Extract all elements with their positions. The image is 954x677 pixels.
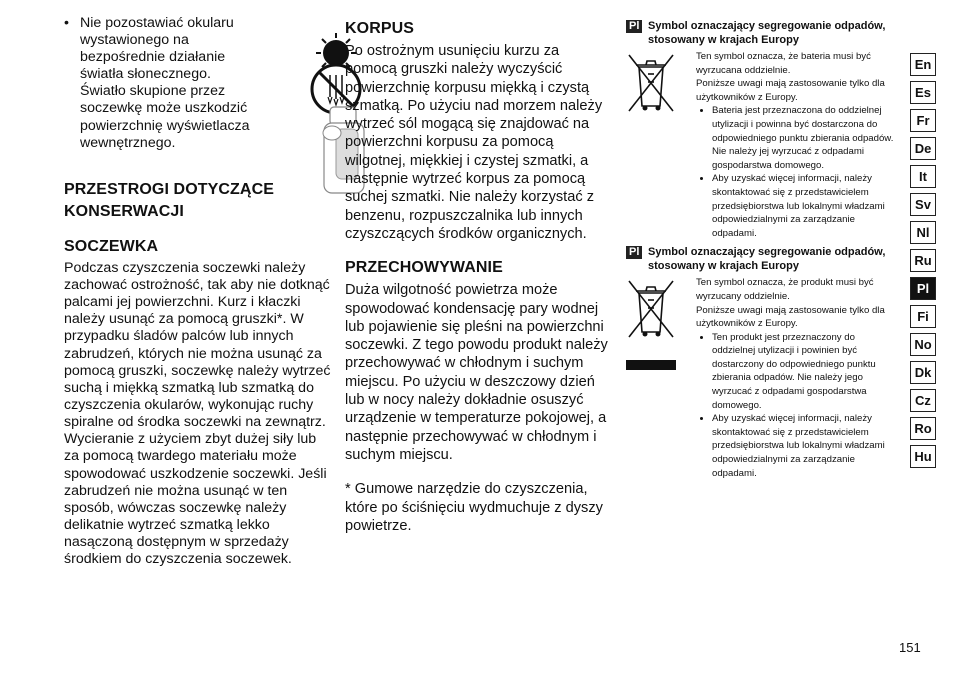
section-para1: Ten symbol oznacza, że produkt musi być wyrzucany oddzielnie. xyxy=(696,277,874,302)
list-item: • Ten produkt jest przeznaczony do oddzielnej utylizacji i powinien być dostarczony do odpowiedniego punktu zbierania odpadów. Nie należy jego wyrzucać z odpadami gospodarstwa domowego. xyxy=(712,331,896,413)
section-para2: Poniższe uwagi mają zastosowanie tylko dla użytkowników z Europy. xyxy=(696,78,885,103)
column-left xyxy=(64,15,334,569)
section-para1: Ten symbol oznacza, że bateria musi być wyrzucana oddzielnie. xyxy=(696,51,871,76)
care-heading xyxy=(64,179,334,223)
storage-heading: PRZECHOWYWANIE xyxy=(345,259,503,277)
language-tabs xyxy=(910,53,936,473)
language-badge: Pl xyxy=(626,20,642,33)
tab-pl[interactable]: Pl xyxy=(910,277,936,300)
footnote: * Gumowe narzędzie do czyszczenia, które po ściśnięciu wydmuchuje z dyszy powietrze. xyxy=(345,481,603,534)
section-heading-text: Symbol oznaczający segregowanie odpadów, stosowany w krajach Europy xyxy=(648,20,886,46)
section-heading xyxy=(626,20,896,47)
care-heading-line1: PRZESTROGI DOTYCZĄCE xyxy=(64,180,275,198)
column-middle xyxy=(345,18,613,535)
body-text: Po ostrożnym usunięciu kurzu za pomocą gruszki należy wyczyścić powierzchnię korpusu miękką i czystą szmatką. Po użyciu nad morzem należy wytrzeć sól mogącą się znajdować na powierzchni korpusu za pomocą wilgotnej, miękkiej i czystej szmatki, a następnie wytrzeć korpus za pomocą suchej szmatki. Nie należy korzystać z benzenu, rozpuszczalnika lub innych czyszczących środków organicznych. xyxy=(345,43,603,242)
section-body xyxy=(626,50,896,240)
bullet-dot: • xyxy=(64,15,69,31)
section-body xyxy=(626,276,896,480)
tab-sv[interactable]: Sv xyxy=(910,193,936,216)
section-para2: Poniższe uwagi mają zastosowanie tylko dla użytkowników z Europy. xyxy=(696,304,885,330)
tab-de[interactable]: De xyxy=(910,137,936,160)
tab-ro[interactable]: Ro xyxy=(910,417,936,440)
tab-it[interactable]: It xyxy=(910,165,936,188)
sun-warning-text: Nie pozostawiać okularu wystawionego na bezpośrednie działanie światła słonecznego. Światło skupione przez soczewkę może uszkodzić powierzchnię wyświetlacza wewnętrznego. xyxy=(80,15,250,151)
tab-en[interactable]: En xyxy=(910,53,936,76)
care-heading-line2: KONSERWACJI xyxy=(64,202,184,220)
crossed-out-wheelie-bin-icon xyxy=(626,278,676,340)
lens-text: Podczas czyszczenia soczewki należy zachować ostrożność, tak aby nie dotknąć palcami jej powierzchni. Kurz i kłaczki należy usunąć za pomocą gruszki*. W przypadku śladów palców lub innych zabrudzeń, których nie można usunąć za pomocą gruszki, soczewkę należy wytrzeć suchą i miękką szmatką lub szmatką do czyszczenia okularów, wykonując ruchy spiralne od środka soczewki na zewnątrz. Wycieranie z użyciem zbyt dużej siły lub za pomocą twardego materiału może spowodować uszkodzenie soczewki. Jeśli zabrudzeń nie można usunąć w ten sposób, wówczas soczewkę należy delikatnie wytrzeć szmatką lekko nasączoną dostępnym w sprzedaży środkiem do czyszczenia soczewek. xyxy=(64,259,331,568)
tab-hu[interactable]: Hu xyxy=(910,445,936,468)
tab-fi[interactable]: Fi xyxy=(910,305,936,328)
section-heading-text: Symbol oznaczający segregowanie odpadów, stosowany w krajach Europy xyxy=(648,246,886,272)
list-item: • Aby uzyskać więcej informacji, należy skontaktować się z przedstawicielem przedsiębiorstwa lub lokalnymi władzami odpowiedzialnymi za zarządzanie odpadami. xyxy=(712,172,896,240)
page-number: 151 xyxy=(899,640,921,655)
section-heading xyxy=(626,246,896,273)
tab-es[interactable]: Es xyxy=(910,81,936,104)
product-disposal-section xyxy=(626,246,896,480)
crossed-out-wheelie-bin-icon xyxy=(626,52,676,114)
separate-collection-bar xyxy=(626,360,676,370)
column-right xyxy=(626,20,896,480)
body-heading: KORPUS xyxy=(345,20,415,37)
section-bullets xyxy=(696,104,896,240)
tab-ru[interactable]: Ru xyxy=(910,249,936,272)
tab-cz[interactable]: Cz xyxy=(910,389,936,412)
list-item: • Bateria jest przeznaczona do oddzielnej utylizacji i powinna być dostarczona do odpowiedniego punktu zbierania odpadów. Nie należy jej wyrzucać z odpadami gospodarstwa domowego. xyxy=(712,104,896,172)
sun-warning-bullet xyxy=(64,15,250,152)
battery-disposal-section xyxy=(626,20,896,240)
list-item: • Aby uzyskać więcej informacji, należy skontaktować się z przedstawicielem przedsiębiorstwa lub lokalnymi władzami odpowiedzialnymi za zarządzanie odpadami. xyxy=(712,412,896,480)
section-bullets xyxy=(696,331,896,481)
tab-nl[interactable]: Nl xyxy=(910,221,936,244)
lens-heading: SOCZEWKA xyxy=(64,237,159,255)
tab-dk[interactable]: Dk xyxy=(910,361,936,384)
language-badge: Pl xyxy=(626,246,642,259)
storage-text: Duża wilgotność powietrza może spowodować kondensację pary wodnej lub pojawienie się pleśni na powierzchni soczewki. Z tego powodu produkt należy przechowywać w chłodnym i suchym miejscu. Po użyciu w deszczowy dzień lub w nocy należy dokładnie osuszyć urządzenie w temperaturze pokojowej, a następnie przechowywać w chłodnym i suchym miejscu. xyxy=(345,282,608,463)
tab-fr[interactable]: Fr xyxy=(910,109,936,132)
tab-no[interactable]: No xyxy=(910,333,936,356)
